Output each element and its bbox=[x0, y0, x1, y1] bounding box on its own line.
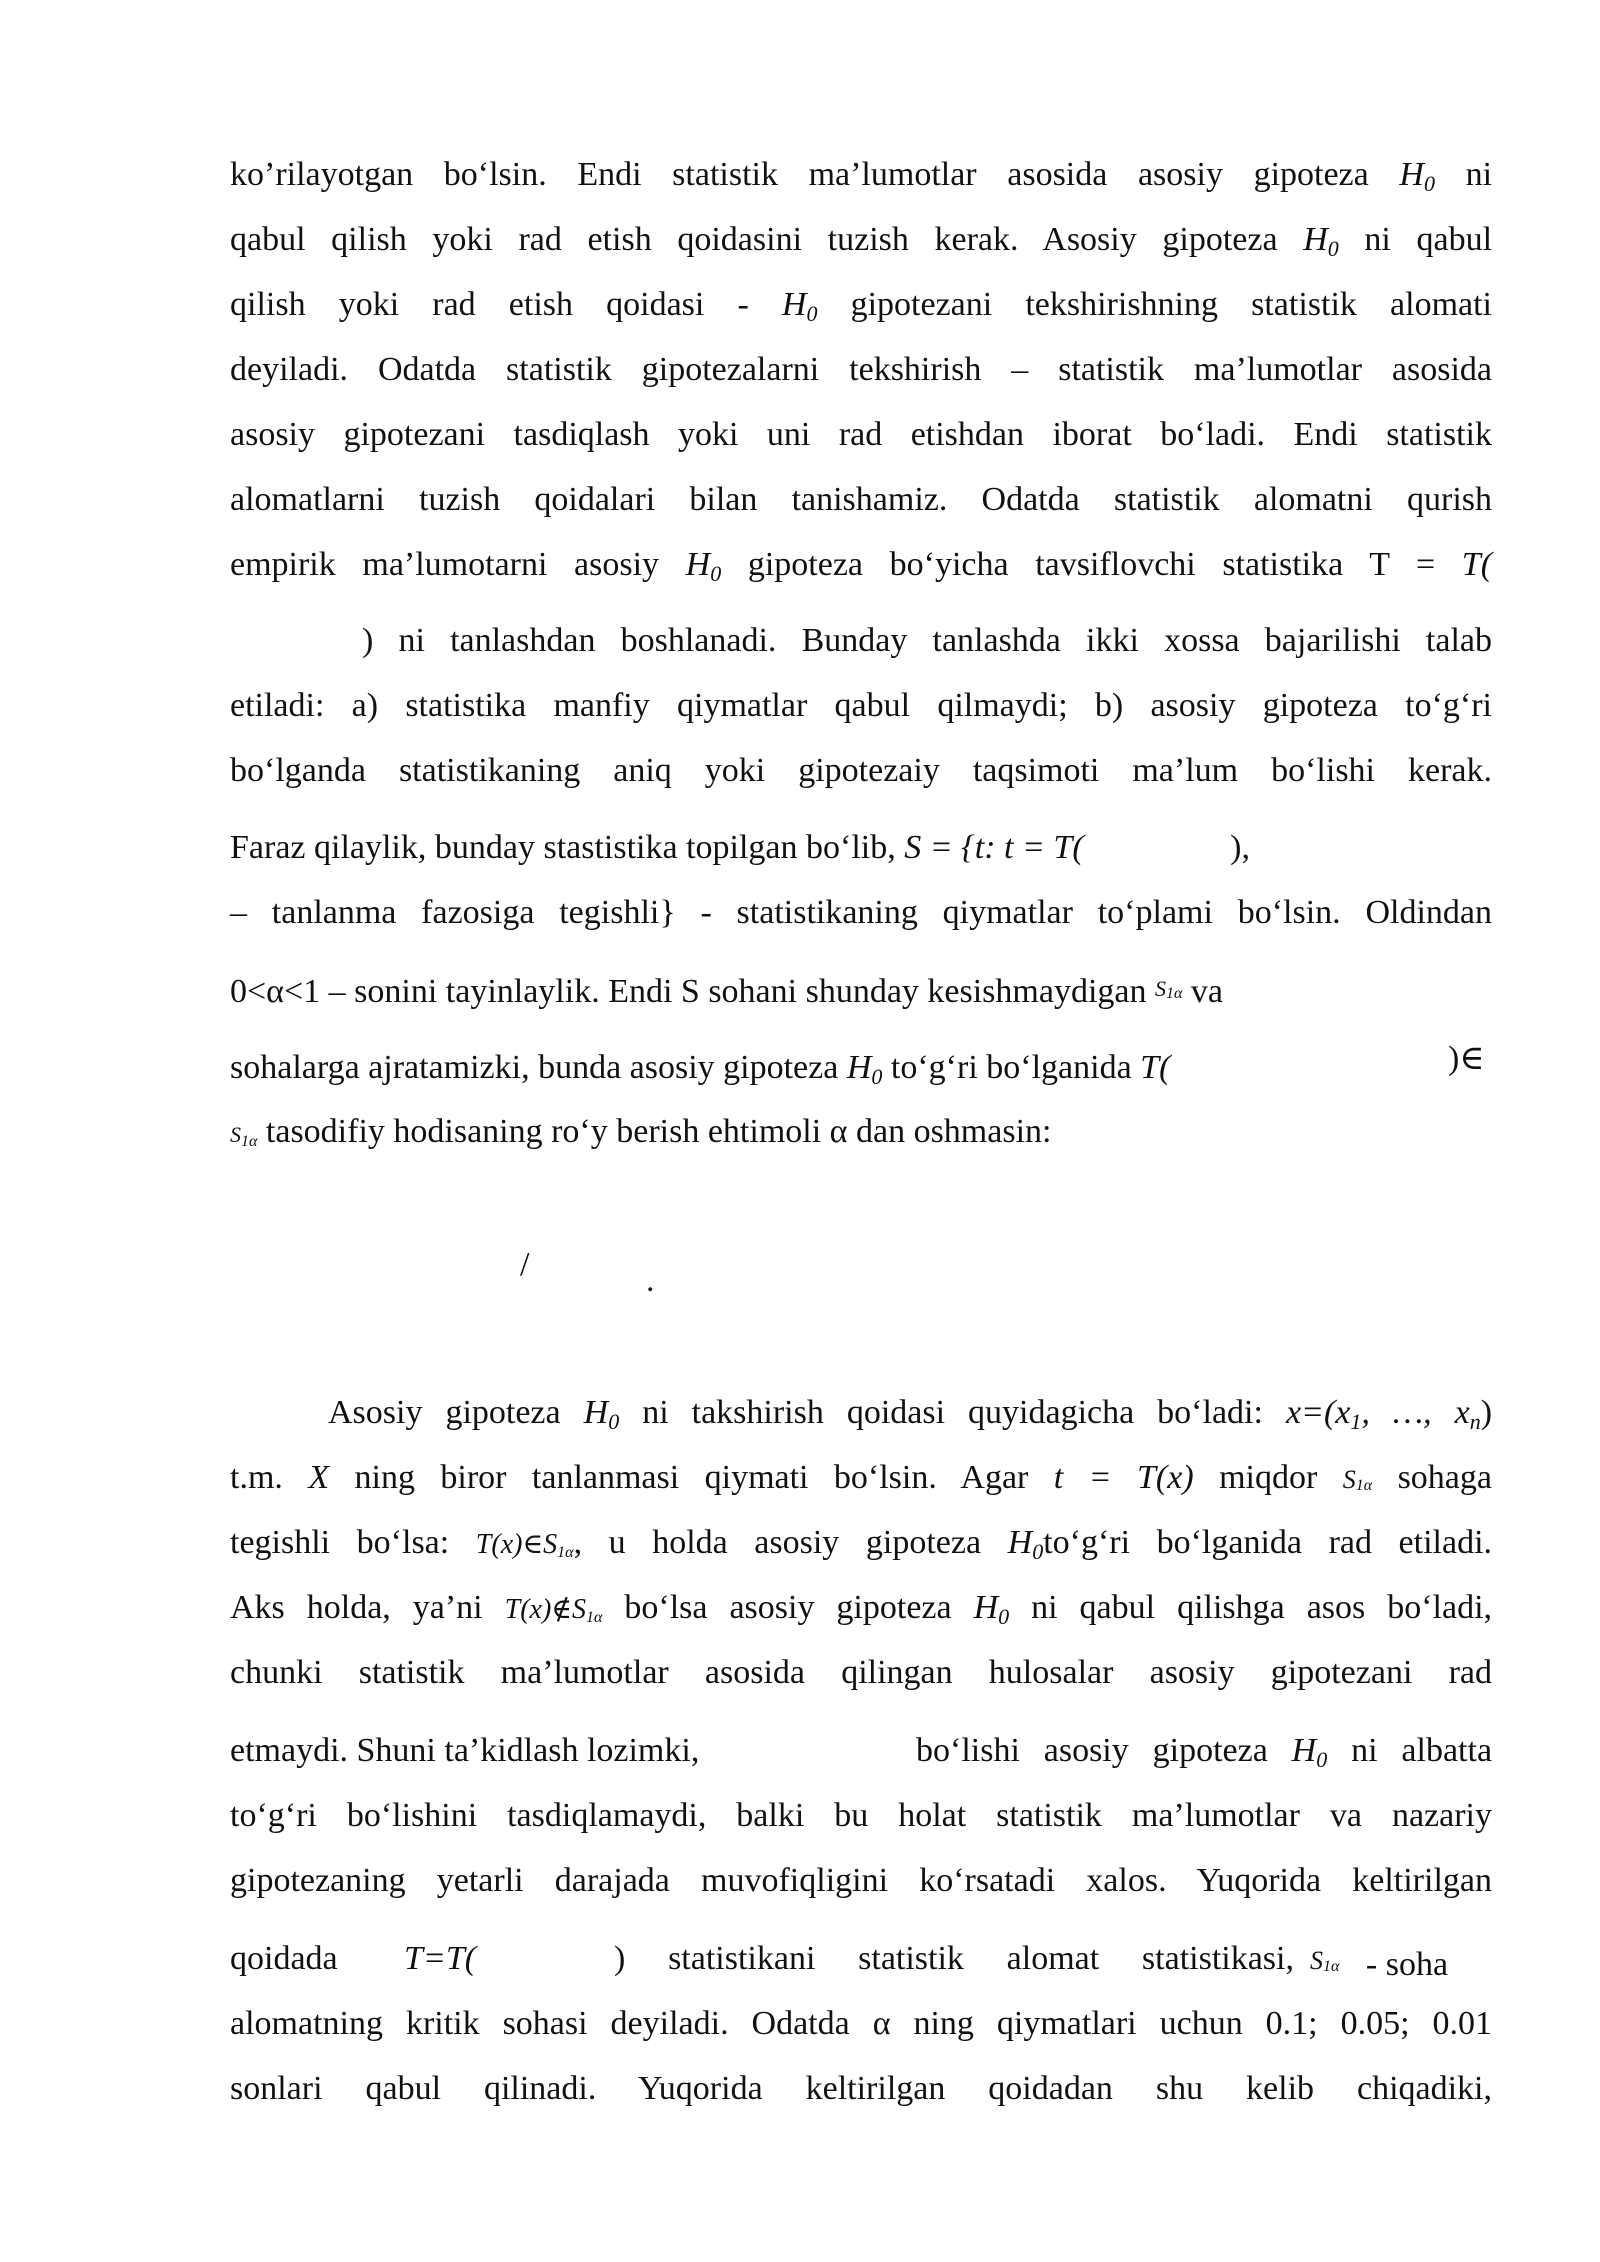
text-run: ), bbox=[1230, 829, 1250, 866]
text-run: to‘g‘ri bo‘lishini tasdiqlamaydi, balki bu holat statistik ma’lumotlar va nazariy bbox=[230, 1797, 1492, 1834]
text-line bbox=[230, 749, 1492, 793]
text-line bbox=[230, 1456, 1492, 1500]
text-line bbox=[230, 1110, 1492, 1154]
text-line bbox=[230, 2002, 1492, 2046]
subscript: 0 bbox=[998, 1604, 1010, 1629]
text-line bbox=[230, 543, 1492, 587]
text-run: Faraz qilaylik, bunday stastistika topilgan bo‘lib, bbox=[230, 829, 896, 866]
hypothesis-symbol: H bbox=[846, 1049, 872, 1086]
text-line bbox=[230, 1859, 1492, 1903]
subscript: 1α bbox=[1166, 985, 1183, 1002]
text-line bbox=[328, 1391, 1492, 1435]
text-line bbox=[230, 1586, 1492, 1630]
subscript: 0 bbox=[1327, 236, 1339, 261]
text-run: qilish yoki rad etish qoidasi - bbox=[230, 286, 749, 323]
text-line bbox=[230, 1046, 1492, 1090]
text-run: – tanlanma fazosiga tegishli} - statistikaning qiymatlar to‘plami bo‘lsin. Oldindan bbox=[230, 894, 1492, 931]
hypothesis-symbol: H bbox=[1399, 156, 1424, 193]
text-line bbox=[362, 619, 1492, 663]
hypothesis-symbol: H bbox=[1303, 221, 1328, 258]
text-run: etiladi: a) statistika manfiy qiymatlar qabul qilmaydi; b) asosiy gipoteza to‘g‘ri bbox=[230, 687, 1492, 724]
text-run: ni qabul qilishga asos bo‘ladi, bbox=[1031, 1589, 1493, 1626]
text-run: T( bbox=[1140, 1049, 1171, 1086]
text-run: T=T( bbox=[404, 1940, 477, 1977]
hypothesis-symbol: H bbox=[781, 286, 807, 323]
text-run: sonlari qabul qilinadi. Yuqorida keltirilgan qoidadan shu kelib chiqadiki, bbox=[230, 2070, 1492, 2107]
formula-slash: / bbox=[520, 1246, 530, 1283]
text-run: deyiladi. Odatda statistik gipotezalarni tekshirish – statistik ma’lumotlar asosida bbox=[230, 351, 1492, 388]
subscript: 0 bbox=[1032, 1539, 1044, 1564]
text-line bbox=[230, 1651, 1492, 1695]
subscript: 0 bbox=[1423, 171, 1435, 196]
text-line bbox=[230, 218, 1492, 262]
formula-dot: . bbox=[646, 1262, 655, 1299]
text-run: ni albatta bbox=[1351, 1732, 1493, 1769]
text-run: X bbox=[308, 1459, 330, 1496]
hypothesis-symbol: H bbox=[583, 1394, 609, 1431]
text-run: 0<α<1 – sonini tayinlaylik. Endi S sohani shunday kesishmaydigan bbox=[230, 973, 1147, 1010]
set-symbol: S bbox=[1155, 976, 1166, 1001]
text-run: S = {t: t = T( bbox=[904, 829, 1084, 866]
text-line bbox=[230, 2067, 1492, 2111]
text-line bbox=[230, 478, 1492, 522]
subscript: 0 bbox=[871, 1064, 883, 1089]
hypothesis-symbol: H bbox=[1007, 1524, 1033, 1561]
text-line bbox=[230, 348, 1492, 392]
hypothesis-symbol: H bbox=[973, 1589, 999, 1626]
subscript: 1α bbox=[241, 1133, 258, 1150]
text-run: , u holda asosiy gipoteza bbox=[573, 1524, 982, 1561]
text-run: sohalarga ajratamizki, bunda asosiy gipoteza bbox=[230, 1049, 839, 1086]
text-run: ) bbox=[1480, 1394, 1493, 1431]
text-run: Aks holda, ya’ni bbox=[230, 1589, 483, 1626]
hypothesis-symbol: H bbox=[685, 546, 711, 583]
text-run: etmaydi. Shuni ta’kidlash lozimki, bbox=[230, 1732, 700, 1769]
set-s1a: S1α bbox=[1342, 1465, 1373, 1494]
text-run: asosiy gipotezani tasdiqlash yoki uni rad etishdan iborat bo‘ladi. Endi statistik bbox=[230, 416, 1492, 453]
subscript: 0 bbox=[710, 561, 722, 586]
hypothesis-symbol: H bbox=[1291, 1732, 1317, 1769]
text-run: bo‘lganda statistikaning aniq yoki gipotezaiy taqsimoti ma’lum bo‘lishi kerak. bbox=[230, 752, 1492, 789]
formula-inline: $T(x)\in S_{1\alpha}$ bbox=[475, 1529, 574, 1561]
text-run: qabul qilish yoki rad etish qoidasini tuzish kerak. Asosiy gipoteza bbox=[230, 221, 1278, 258]
text-line bbox=[1310, 1937, 1492, 1981]
text-run: t.m. bbox=[230, 1459, 283, 1496]
text-line bbox=[230, 413, 1492, 457]
text-line bbox=[230, 967, 1492, 1011]
text-run: tegishli bo‘lsa: bbox=[230, 1524, 450, 1561]
text-run: ni qabul bbox=[1364, 221, 1493, 258]
text-run: ni takshirish qoidasi quyidagicha bo‘ladi: bbox=[642, 1394, 1263, 1431]
text-line bbox=[230, 826, 1380, 870]
text-run: T( bbox=[1461, 546, 1493, 583]
text-run: Asosiy gipoteza bbox=[328, 1394, 561, 1431]
text-run: ) ni tanlashdan boshlanadi. Bunday tanlashda ikki xossa bajarilishi talab bbox=[362, 622, 1492, 659]
text-run: miqdor bbox=[1219, 1459, 1318, 1496]
text-line bbox=[230, 891, 1492, 935]
set-s1a: S1α bbox=[1310, 1946, 1340, 1975]
text-run: bo‘lsa asosiy gipoteza bbox=[624, 1589, 952, 1626]
formula-inline: $T(x)\notin S_{1\alpha}$ bbox=[504, 1594, 603, 1626]
subscript: 0 bbox=[608, 1409, 620, 1434]
text-run: to‘g‘ri bo‘lganida rad etiladi. bbox=[1043, 1524, 1493, 1561]
text-run: ) statistikani statistik alomat statistikasi, bbox=[614, 1940, 1294, 1977]
text-run: bo‘lishi asosiy gipoteza bbox=[916, 1732, 1268, 1769]
text-run: ning biror tanlanmasi qiymati bo‘lsin. Agar bbox=[354, 1459, 1029, 1496]
set-symbol: S bbox=[230, 1122, 241, 1147]
text-run: va bbox=[1190, 973, 1223, 1010]
text-run: ni bbox=[1465, 156, 1493, 193]
text-run: gipoteza bo‘yicha tavsiflovchi statistika T = bbox=[747, 546, 1436, 583]
text-run: to‘g‘ri bo‘lganida bbox=[890, 1049, 1132, 1086]
text-run: sohaga bbox=[1397, 1459, 1492, 1496]
text-line bbox=[230, 1521, 1492, 1565]
text-run: chunki statistik ma’lumotlar asosida qilingan hulosalar asosiy gipotezani rad bbox=[230, 1654, 1492, 1691]
text-line bbox=[230, 153, 1492, 197]
text-line bbox=[614, 1937, 1294, 1981]
text-run: alomatning kritik sohasi deyiladi. Odatda α ning qiymatlari uchun 0.1; 0.05; 0.01 bbox=[230, 2005, 1492, 2042]
text-run: )∈ bbox=[1448, 1040, 1485, 1077]
text-line bbox=[916, 1729, 1492, 1773]
text-line bbox=[230, 684, 1492, 728]
text-line bbox=[230, 1794, 1492, 1838]
text-run: gipotezani tekshirishning statistik alomati bbox=[850, 286, 1492, 323]
subscript: 0 bbox=[1316, 1747, 1328, 1772]
text-run: tasodifiy hodisaning ro‘y berish ehtimoli α dan oshmasin: bbox=[265, 1113, 1052, 1150]
text-run: t = T(x) bbox=[1053, 1459, 1194, 1496]
text-run: alomatlarni tuzish qoidalari bilan tanishamiz. Odatda statistik alomatni qurish bbox=[230, 481, 1492, 518]
text-run: qoidada bbox=[230, 1940, 338, 1977]
text-line bbox=[230, 283, 1492, 327]
text-run: - soha bbox=[1365, 1946, 1449, 1983]
sample-vector: $x=(x_1$, …, $x_n$ bbox=[1285, 1394, 1481, 1434]
subscript: 0 bbox=[806, 301, 818, 326]
text-run: empirik ma’lumotarni asosiy bbox=[230, 546, 660, 583]
text-run: gipotezaning yetarli darajada muvofiqligini ko‘rsatadi xalos. Yuqorida keltirilgan bbox=[230, 1862, 1492, 1899]
text-run: ko’rilayotgan bo‘lsin. Endi statistik ma’lumotlar asosida asosiy gipoteza bbox=[230, 156, 1369, 193]
